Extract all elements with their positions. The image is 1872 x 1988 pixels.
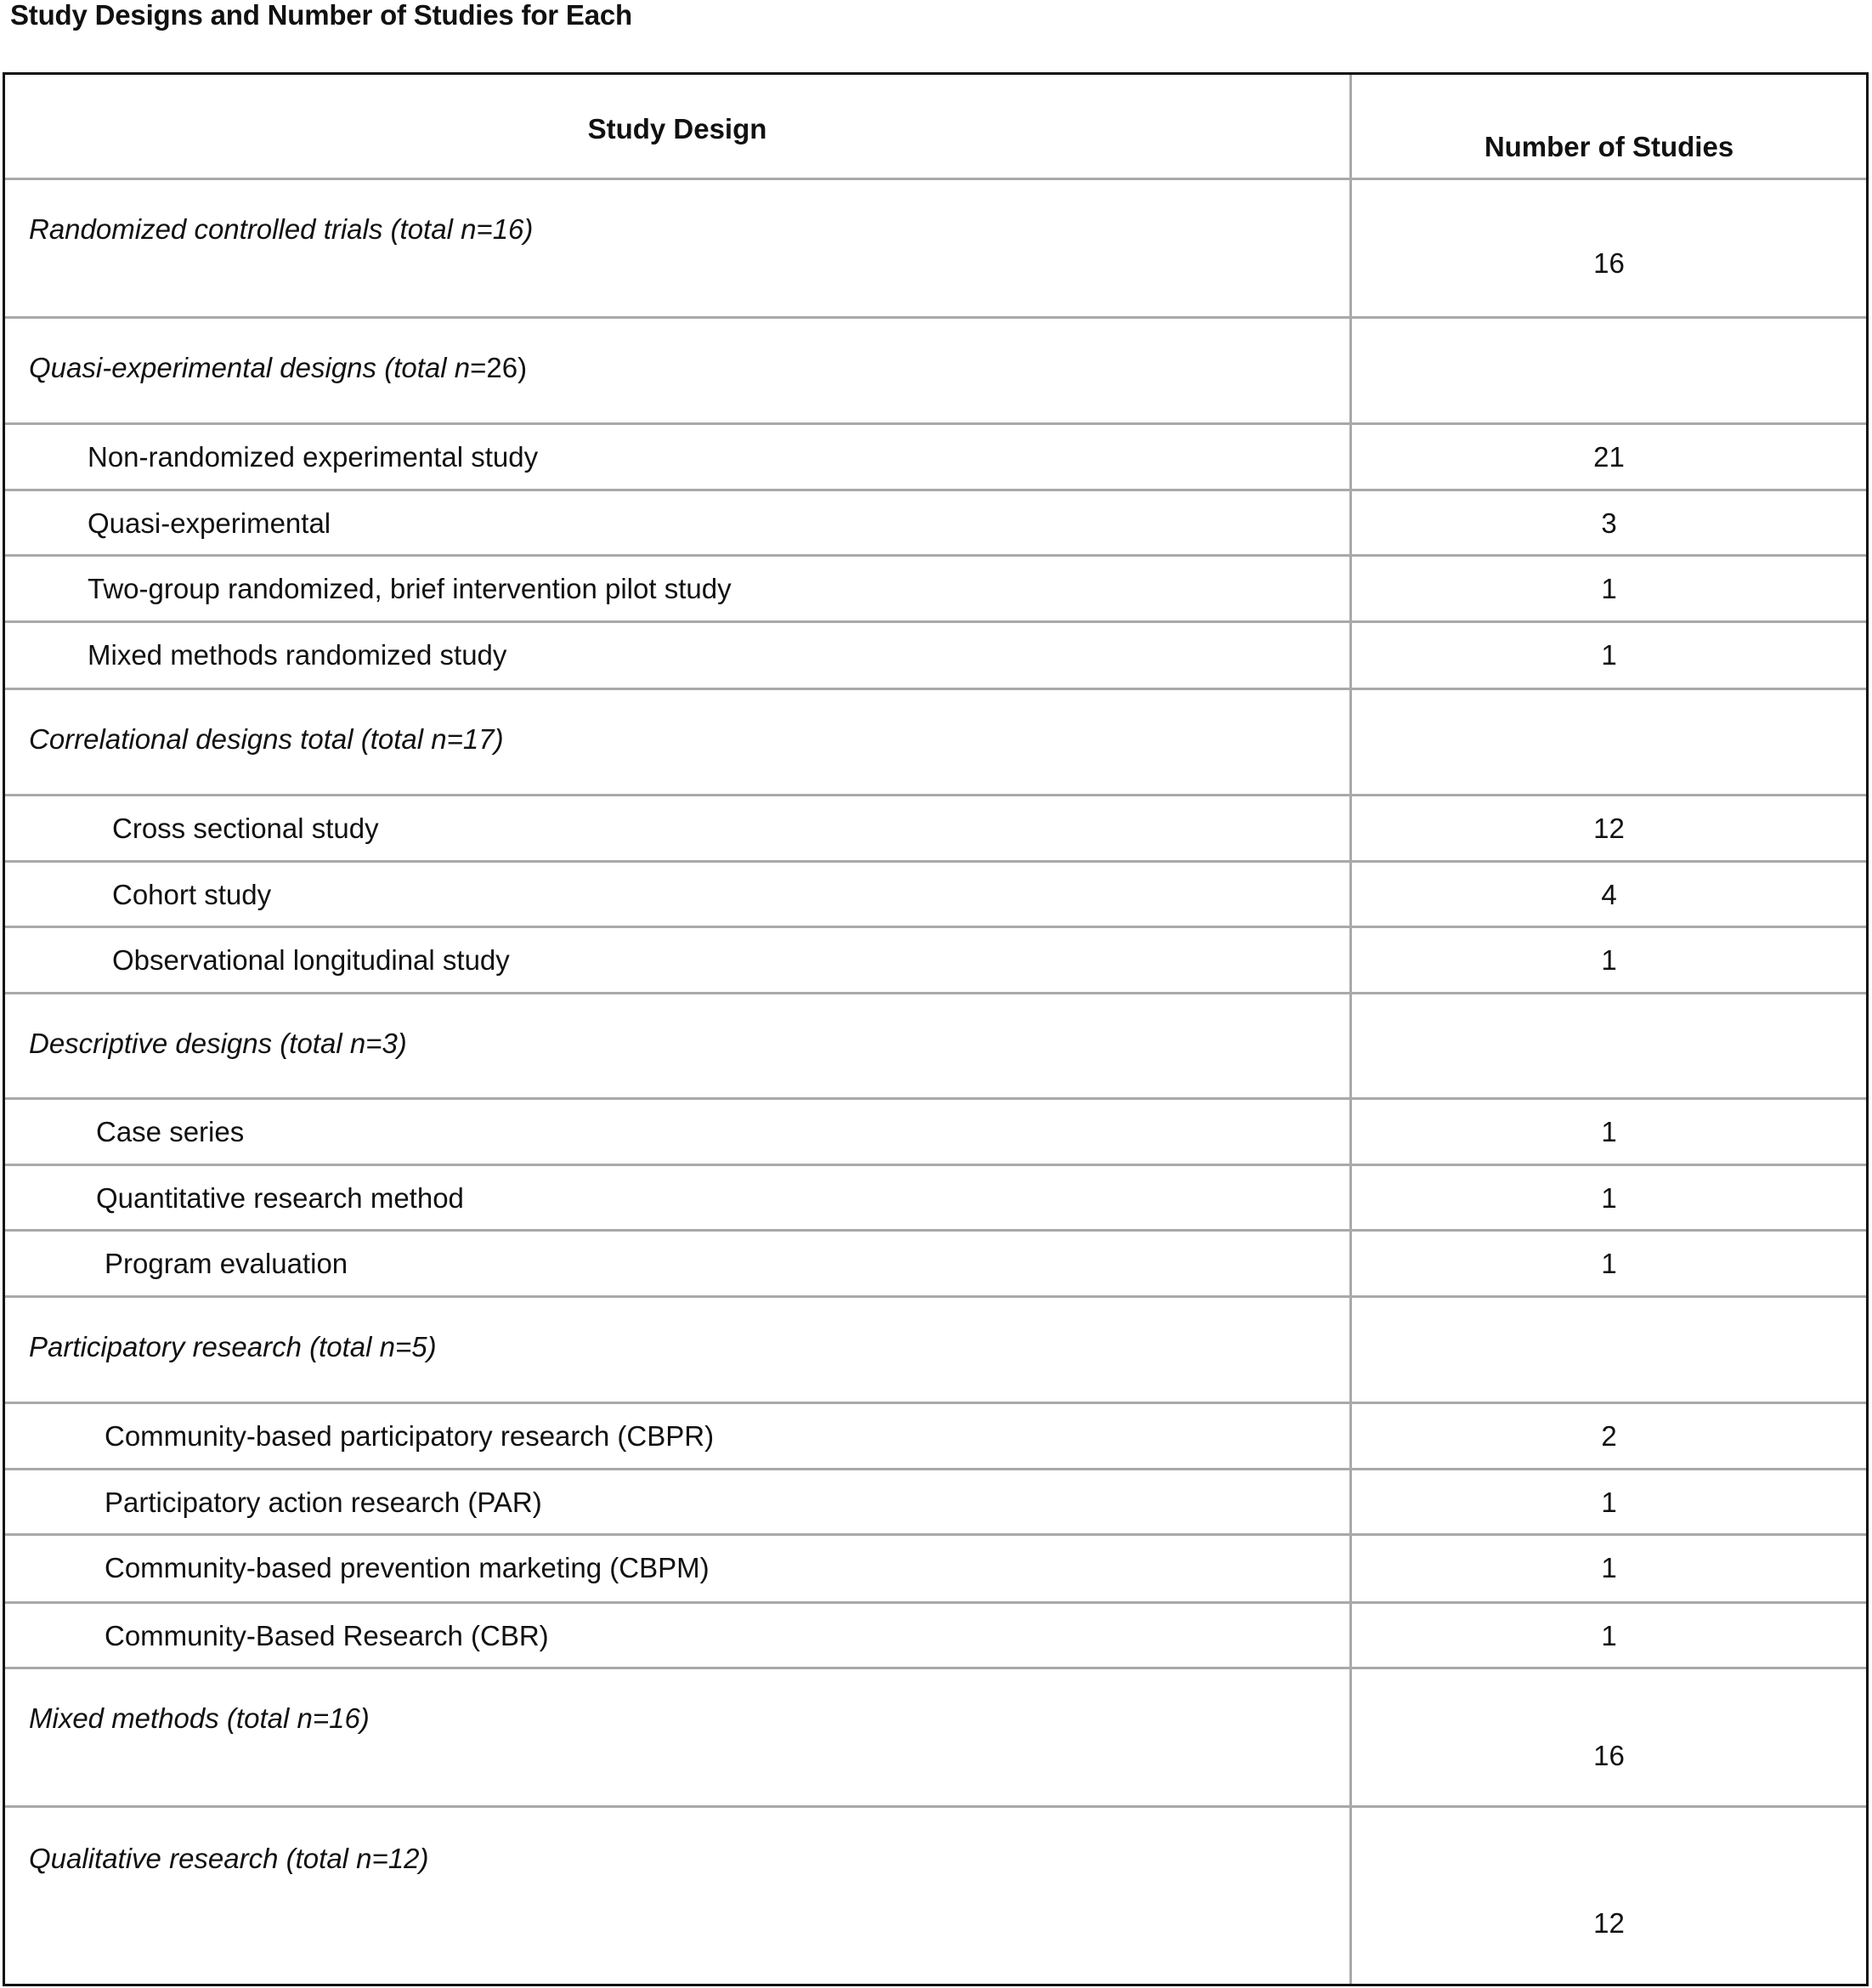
design-label: Community-based prevention marketing (CBPM) xyxy=(105,1552,710,1583)
group-label xyxy=(29,353,527,383)
table-row xyxy=(5,623,1866,690)
design-label: Community-Based Research (CBR) xyxy=(105,1620,549,1651)
group-count-cell xyxy=(1349,1669,1866,1805)
group-label-cell xyxy=(5,1808,1349,1984)
group-label: Qualitative research (total n=12) xyxy=(29,1843,429,1874)
design-label: Participatory action research (PAR) xyxy=(105,1487,542,1518)
header-cell-count xyxy=(1349,75,1866,178)
design-count: 1 xyxy=(1601,1182,1617,1214)
design-label: Case series xyxy=(96,1116,245,1147)
table-row xyxy=(5,1100,1866,1166)
table-row xyxy=(5,425,1866,491)
table-header-row xyxy=(5,75,1866,180)
group-count: 12 xyxy=(1593,1907,1625,1939)
group-row-rct xyxy=(5,180,1866,319)
design-label: Cross sectional study xyxy=(112,813,379,844)
group-row-participatory xyxy=(5,1298,1866,1404)
design-label: Mixed methods randomized study xyxy=(88,639,507,671)
design-count: 1 xyxy=(1601,944,1617,976)
group-label-cell xyxy=(5,319,1349,422)
table-row xyxy=(5,1232,1866,1298)
table-row xyxy=(5,557,1866,623)
design-label: Cohort study xyxy=(112,879,272,910)
header-cell-design xyxy=(5,75,1349,178)
table-row xyxy=(5,928,1866,994)
group-label-cell xyxy=(5,690,1349,794)
group-count-cell xyxy=(1349,1808,1866,1984)
header-count-label: Number of Studies xyxy=(1484,131,1734,162)
design-count: 4 xyxy=(1601,879,1617,910)
group-count-cell xyxy=(1349,1298,1866,1402)
group-label-cell xyxy=(5,994,1349,1097)
design-count: 21 xyxy=(1593,441,1625,473)
design-label: Quantitative research method xyxy=(96,1182,464,1214)
table-row xyxy=(5,863,1866,928)
group-label: Mixed methods (total n=16) xyxy=(29,1702,370,1734)
table-row xyxy=(5,1404,1866,1470)
group-row-mixed-methods xyxy=(5,1669,1866,1808)
design-count: 12 xyxy=(1593,813,1625,844)
table-row xyxy=(5,1166,1866,1232)
design-count: 1 xyxy=(1601,1248,1617,1279)
group-row-correlational xyxy=(5,690,1866,796)
design-label: Community-based participatory research (CBPR) xyxy=(105,1420,715,1452)
group-label: Correlational designs total (total n=17) xyxy=(29,723,504,755)
table-title: Study Designs and Number of Studies for Each xyxy=(10,0,632,31)
table-row xyxy=(5,1470,1866,1536)
design-count: 3 xyxy=(1601,507,1617,539)
group-label-cell xyxy=(5,1298,1349,1402)
group-count: 16 xyxy=(1593,247,1625,279)
table-row xyxy=(5,491,1866,557)
design-count: 2 xyxy=(1601,1420,1617,1452)
group-label: Participatory research (total n=5) xyxy=(29,1331,437,1362)
design-label: Two-group randomized, brief intervention pilot study xyxy=(88,573,732,604)
table-row xyxy=(5,1604,1866,1669)
group-count-cell xyxy=(1349,690,1866,794)
study-designs-table xyxy=(3,72,1869,1986)
group-label: Descriptive designs (total n=3) xyxy=(29,1028,407,1059)
group-label: Randomized controlled trials (total n=16) xyxy=(29,213,534,245)
table-row xyxy=(5,796,1866,863)
design-count: 1 xyxy=(1601,573,1617,604)
group-count: 16 xyxy=(1593,1740,1625,1771)
design-count: 1 xyxy=(1601,1620,1617,1651)
design-label: Observational longitudinal study xyxy=(112,944,510,976)
design-label: Program evaluation xyxy=(105,1248,348,1279)
header-design-label: Study Design xyxy=(587,113,767,144)
design-count: 1 xyxy=(1601,1487,1617,1518)
group-label-cell xyxy=(5,1669,1349,1805)
group-count-cell xyxy=(1349,994,1866,1097)
design-label: Quasi-experimental xyxy=(88,507,331,539)
group-count-cell xyxy=(1349,319,1866,422)
group-row-qualitative xyxy=(5,1808,1866,1984)
design-count: 1 xyxy=(1601,639,1617,671)
design-count: 1 xyxy=(1601,1116,1617,1147)
table-row xyxy=(5,1536,1866,1604)
group-row-descriptive xyxy=(5,994,1866,1100)
group-row-quasi-experimental xyxy=(5,319,1866,425)
design-label: Non-randomized experimental study xyxy=(88,441,539,473)
group-count-cell xyxy=(1349,180,1866,316)
group-label-italic: Quasi-experimental designs (total n xyxy=(29,352,471,383)
group-label-cell xyxy=(5,180,1349,316)
design-count: 1 xyxy=(1601,1552,1617,1583)
group-label-upright: =26) xyxy=(470,352,528,383)
